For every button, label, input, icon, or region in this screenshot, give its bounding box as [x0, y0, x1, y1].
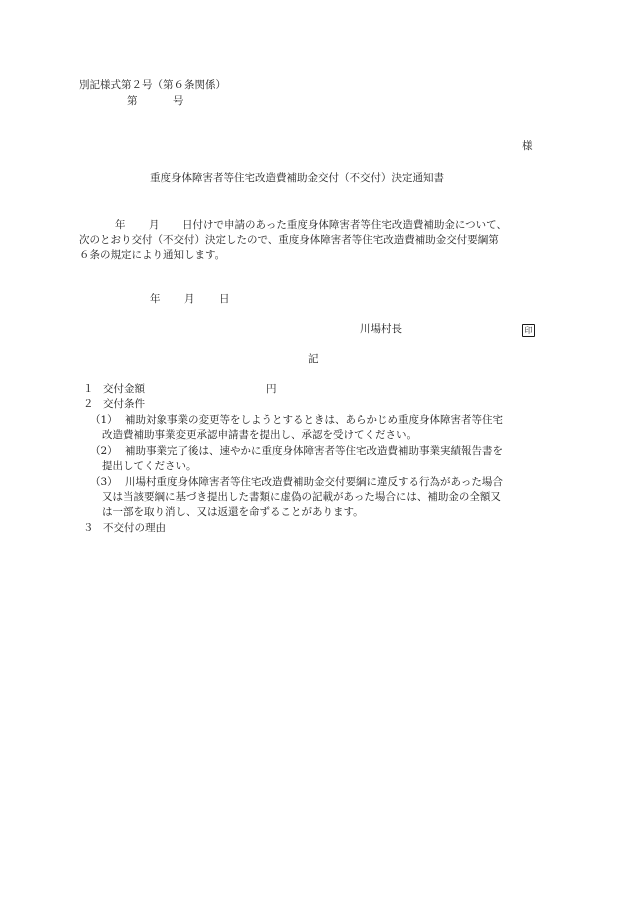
form-reference: 別記様式第２号（第６条関係） [79, 79, 226, 91]
addressee-honorific: 様 [522, 140, 533, 152]
issue-date-month: 月 [184, 293, 195, 305]
condition-1-number: （1） [90, 414, 118, 426]
condition-3-line-3: は一部を取り消し、又は返還を命ずることがあります。 [102, 506, 364, 518]
condition-2-line-1: 補助事業完了後は、速やかに重度身体障害者等住宅改造費補助事業実績報告書を [125, 445, 503, 457]
body-line-3: ６条の規定により通知します。 [79, 249, 226, 261]
body-line-1: 日付けで申請のあった重度身体障害者等住宅改造費補助金について、 [182, 219, 507, 231]
body-line-2: 次のとおり交付（不交付）決定したので、重度身体障害者等住宅改造費補助金交付要綱第 [79, 234, 499, 246]
body-date-year: 年 [115, 219, 126, 231]
condition-2-line-2: 提出してください。 [102, 460, 197, 472]
condition-1-line-1: 補助対象事業の変更等をしようとするときは、あらかじめ重度身体障害者等住宅 [125, 414, 503, 426]
condition-3-line-1: 川場村重度身体障害者等住宅改造費補助金交付要綱に違反する行為があった場合 [125, 476, 503, 488]
ki-heading: 記 [308, 353, 319, 365]
issuer-name: 川場村長 [360, 323, 402, 335]
item-2-number: ２ [83, 398, 94, 410]
document-title: 重度身体障害者等住宅改造費補助金交付（不交付）決定通知書 [150, 172, 444, 184]
issue-date-day: 日 [219, 293, 230, 305]
body-date-month: 月 [149, 219, 160, 231]
item-3-label: 不交付の理由 [103, 522, 166, 534]
condition-1-line-2: 改造費補助事業変更承認申請書を提出し、承認を受けてください。 [102, 429, 417, 441]
item-3-number: ３ [83, 522, 94, 534]
condition-3-number: （3） [90, 476, 118, 488]
condition-3-line-2: 又は当該要綱に基づき提出した書類に虚偽の記載があった場合には、補助金の全額又 [102, 491, 501, 503]
item-1-unit: 円 [266, 383, 277, 395]
condition-2-number: （2） [90, 445, 118, 457]
item-1-label: 交付金額 [103, 383, 145, 395]
seal-mark: 印 [522, 324, 535, 337]
document-number-suffix: 号 [173, 95, 184, 107]
issue-date-year: 年 [150, 293, 161, 305]
item-1-number: １ [83, 383, 94, 395]
item-2-label: 交付条件 [103, 398, 145, 410]
document-number-prefix: 第 [127, 95, 138, 107]
